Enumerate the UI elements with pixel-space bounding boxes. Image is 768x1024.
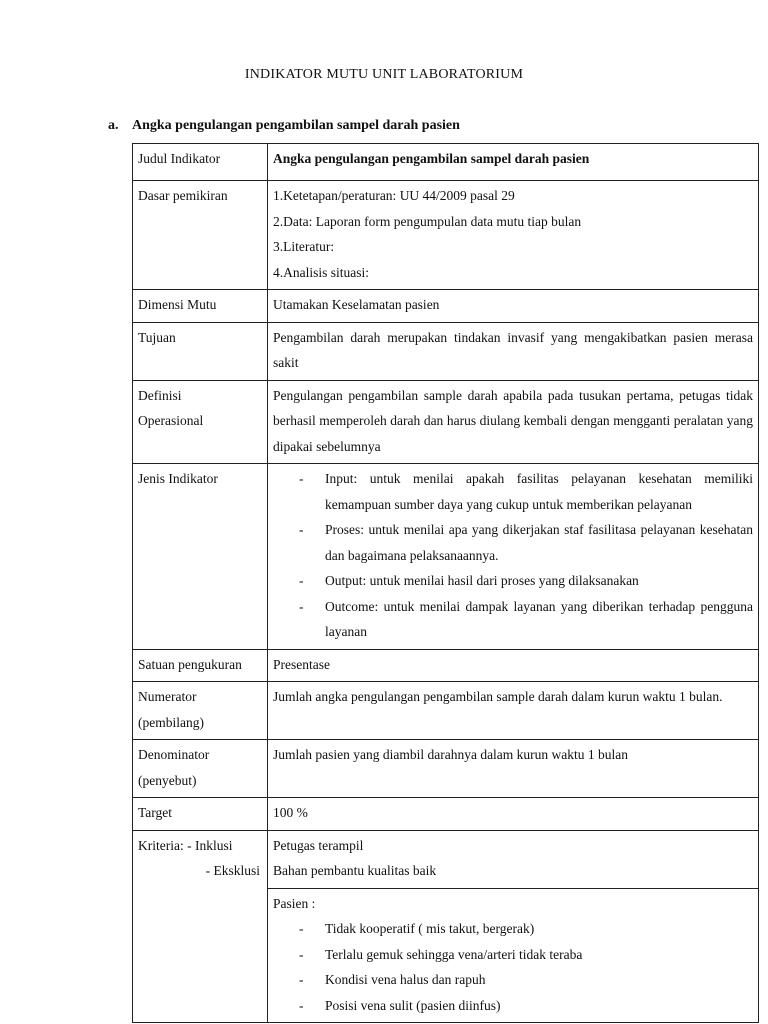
row-value [268,464,759,650]
row-value: Jumlah angka pengulangan pengambilan sample darah dalam kurun waktu 1 bulan. [268,682,759,740]
dasar-line: 4.Analisis situasi: [273,264,370,280]
table-row-denominator [133,740,759,798]
row-label: Tujuan [133,322,268,380]
list-item: - Proses: untuk menilai apa yang dikerjakan staf fasilitasa pelayanan kesehatan dan bagaimana pelaksanaannya. [299,517,753,568]
dasar-line: 3.Literatur: [273,239,335,254]
row-label: Dimensi Mutu [133,290,268,323]
inklusi-line: Bahan pembantu kualitas baik [273,863,437,878]
indicator-table [132,143,759,1023]
list-item: - Outcome: untuk menilai dampak layanan yang diberikan terhadap pengguna layanan [299,594,753,645]
row-value: Pengulangan pengambilan sample darah apabila pada tusukan pertama, petugas tidak berhasil memperoleh darah dan harus diulang kembali dengan mengganti peralatan yang dipakai sebelumnya [268,380,759,464]
list-item: - Terlalu gemuk sehingga vena/arteri tidak teraba [299,942,753,968]
table-row-dimensi [133,290,759,323]
table-row-kriteria-inklusi [133,830,759,888]
row-label [133,380,268,464]
row-label-line: Operasional [138,413,204,428]
list-item: - Input: untuk menilai apakah fasilitas pelayanan kesehatan memiliki kemampuan sumber daya yang cukup untuk memberikan pelayanan [299,466,753,517]
jenis-list [273,466,753,645]
eksklusi-list [273,916,753,1018]
row-value [268,181,759,290]
list-item: - Tidak kooperatif ( mis takut, bergerak) [299,916,753,942]
row-label: Satuan pengukuran [133,649,268,682]
row-label-line: - Eksklusi [205,863,260,878]
row-label-line: Numerator [138,689,197,704]
dasar-line: 1.Ketetapan/peraturan: UU 44/2009 pasal 29 [273,188,515,203]
row-value: Jumlah pasien yang diambil darahnya dalam kurun waktu 1 bulan [268,740,759,798]
section-heading [108,118,460,134]
pasien-label: Pasien : [273,895,316,911]
row-value: Pengambilan darah merupakan tindakan invasif yang mengakibatkan pasien merasa sakit [268,322,759,380]
dasar-line: 2.Data: Laporan form pengumpulan data mutu tiap bulan [273,213,582,229]
table-row-jenis [133,464,759,650]
section-letter: a. [108,118,119,133]
table-row-dasar [133,181,759,290]
row-label-line: (pembilang) [138,714,204,730]
inklusi-line: Petugas terampil [273,837,364,853]
row-value [268,830,759,888]
list-item: - Output: untuk menilai hasil dari proses yang dilaksanakan [299,568,753,594]
row-value: 100 % [268,798,759,831]
row-label-line: (penyebut) [138,772,197,788]
row-label-line: Definisi [138,387,182,403]
row-label: Jenis Indikator [133,464,268,650]
row-label-line: Denominator [138,747,210,762]
row-value: Utamakan Keselamatan pasien [268,290,759,323]
list-item: - Posisi vena sulit (pasien diinfus) [299,993,753,1019]
row-value: Angka pengulangan pengambilan sampel darah pasien [268,144,759,181]
document-title: INDIKATOR MUTU UNIT LABORATORIUM [244,67,524,82]
row-value [268,888,759,1023]
list-item: - Kondisi vena halus dan rapuh [299,967,753,993]
row-label [133,740,268,798]
table-row-satuan [133,649,759,682]
section-heading-text: Angka pengulangan pengambilan sampel darah pasien [132,118,460,133]
row-label-line: Kriteria: - Inklusi [138,837,233,853]
table-row-definisi [133,380,759,464]
row-label: Dasar pemikiran [133,181,268,290]
table-row-tujuan [133,322,759,380]
table-row-numerator [133,682,759,740]
table-row-judul [133,144,759,181]
row-label: Judul Indikator [133,144,268,181]
table-row-target [133,798,759,831]
row-label [133,682,268,740]
row-label: Target [133,798,268,831]
row-label [133,830,268,1023]
row-value: Presentase [268,649,759,682]
